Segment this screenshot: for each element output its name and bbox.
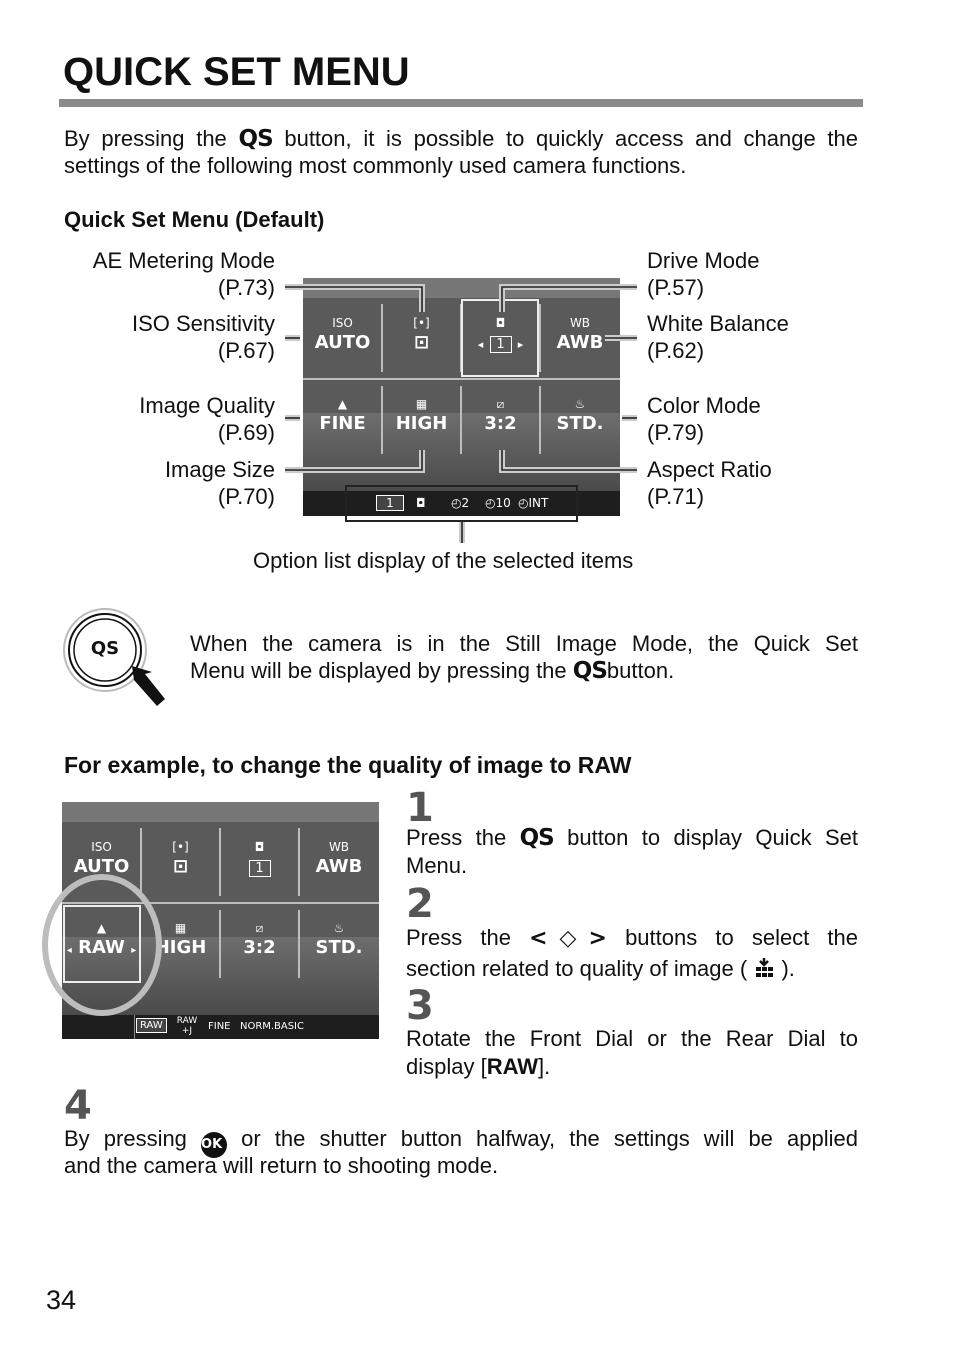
page-title: QUICK SET MENU bbox=[63, 50, 410, 94]
label-page: (P.69) bbox=[217, 420, 275, 445]
left-arrow-icon: ◂ bbox=[477, 338, 484, 351]
qs-button-icon: QS bbox=[238, 126, 273, 152]
qs-note-post: button. bbox=[606, 658, 675, 683]
option-normal[interactable]: NORM. bbox=[240, 1021, 275, 1032]
wb-cell[interactable] bbox=[299, 838, 379, 878]
step-1-pre: Press the bbox=[406, 825, 507, 850]
size-value: HIGH bbox=[395, 413, 448, 434]
step-3-post: ]. bbox=[538, 1054, 551, 1079]
label-name: ISO Sensitivity bbox=[131, 311, 275, 336]
size-value: HIGH bbox=[154, 937, 207, 958]
option-basic[interactable]: BASIC bbox=[274, 1021, 304, 1032]
label-name: Image Quality bbox=[139, 393, 275, 418]
raw-setting-label: RAW bbox=[486, 1054, 539, 1079]
aspect-value: 3:2 bbox=[243, 937, 276, 958]
intro-post: button, it is possible to quickly access and change the bbox=[284, 126, 858, 151]
label-name: Drive Mode bbox=[647, 248, 760, 273]
step-1-line-1 bbox=[406, 824, 858, 852]
aspect-icon: ⧄ bbox=[496, 397, 505, 411]
quality-icon: ▲ bbox=[337, 397, 348, 411]
page-number: 34 bbox=[46, 1285, 77, 1315]
right-arrow-icon: ▸ bbox=[131, 945, 137, 956]
label-page: (P.70) bbox=[217, 484, 275, 509]
drive-icon: ◘ bbox=[254, 840, 265, 854]
qs-note-line-1: When the camera is in the Still Image Mode, the Quick Set bbox=[190, 631, 858, 656]
label-name: Aspect Ratio bbox=[647, 457, 772, 482]
label-name: AE Metering Mode bbox=[92, 248, 275, 273]
intro-line-2: settings of the following most commonly used camera functions. bbox=[64, 153, 687, 178]
arrow-buttons-icon: <◇> bbox=[529, 926, 607, 951]
drive-cell[interactable] bbox=[220, 838, 299, 878]
step-2-line-2 bbox=[406, 955, 858, 982]
aspect-icon: ⧄ bbox=[255, 921, 264, 935]
iso-value: AUTO bbox=[314, 332, 371, 353]
color-mode-value: STD. bbox=[315, 937, 363, 958]
qs-button-illustration bbox=[62, 608, 180, 720]
option-list-caption: Option list display of the selected items bbox=[253, 548, 634, 573]
single-frame-icon: 1 bbox=[249, 860, 271, 877]
option-single-frame[interactable]: 1 bbox=[376, 495, 404, 511]
step-3-line-1: Rotate the Front Dial or the Rear Dial to bbox=[406, 1026, 858, 1051]
ok-button-icon: OK bbox=[201, 1132, 227, 1158]
metering-icon: [•] bbox=[172, 840, 189, 854]
label-name: Color Mode bbox=[647, 393, 761, 418]
right-arrow-icon: ▸ bbox=[517, 338, 524, 351]
option-self-timer-10[interactable]: ◴10 bbox=[485, 496, 511, 510]
option-raw[interactable]: RAW bbox=[136, 1018, 167, 1033]
option-fine[interactable]: FINE bbox=[208, 1021, 231, 1032]
left-arrow-icon: ◂ bbox=[66, 945, 72, 956]
label-name: White Balance bbox=[647, 311, 789, 336]
step-number-3: 3 bbox=[406, 983, 434, 1029]
intro-pre: By pressing the bbox=[64, 126, 227, 151]
iso-value: AUTO bbox=[73, 856, 130, 877]
step-4-pre: By pressing bbox=[64, 1126, 187, 1151]
quality-value: FINE bbox=[319, 413, 366, 434]
single-frame-icon: 1 bbox=[490, 336, 512, 353]
section-heading-raw-example: For example, to change the quality of image to RAW bbox=[64, 752, 632, 778]
qs-note-pre: Menu will be displayed by pressing the bbox=[190, 658, 567, 683]
screen-top-band bbox=[62, 802, 379, 822]
iso-label: ISO bbox=[332, 316, 353, 330]
label-page: (P.73) bbox=[217, 275, 275, 300]
color-mode-icon: ♨ bbox=[333, 921, 345, 935]
metering-value-icon: ⊡ bbox=[172, 856, 189, 877]
wb-label: WB bbox=[569, 316, 591, 330]
metering-value-icon: ⊡ bbox=[413, 332, 430, 353]
label-page: (P.67) bbox=[217, 338, 275, 363]
drive-icon: ◘ bbox=[495, 316, 506, 330]
drive-value bbox=[220, 856, 299, 878]
qs-button-icon: QS bbox=[519, 825, 554, 851]
label-page: (P.57) bbox=[647, 275, 705, 300]
quality-icon: ▲ bbox=[96, 921, 107, 935]
step-4-line-2: and the camera will return to shooting mode. bbox=[64, 1153, 499, 1178]
step-2-line2-text: section related to quality of image ( bbox=[406, 956, 748, 981]
callout-lines bbox=[0, 0, 954, 600]
qs-button-icon: QS bbox=[572, 658, 607, 684]
wb-value: AWB bbox=[556, 332, 604, 353]
quality-raw-value: RAW bbox=[78, 937, 125, 958]
metering-icon: [•] bbox=[413, 316, 430, 330]
label-page: (P.62) bbox=[647, 338, 705, 363]
highlight-circle bbox=[40, 870, 170, 1020]
step-2-line2-end: ). bbox=[781, 956, 795, 981]
iso-label: ISO bbox=[91, 840, 112, 854]
step-2-line-1 bbox=[406, 924, 858, 952]
step-2-pre: Press the bbox=[406, 925, 511, 950]
image-quality-icon bbox=[753, 957, 775, 979]
color-mode-icon: ♨ bbox=[574, 397, 586, 411]
color-mode-value: STD. bbox=[556, 413, 604, 434]
step-3-pre: display [ bbox=[406, 1054, 487, 1079]
option-continuous[interactable]: ◘ bbox=[416, 496, 426, 510]
step-1-post: button to display Quick Set bbox=[567, 825, 858, 850]
step-3-line-2 bbox=[406, 1053, 858, 1080]
step-1-line-2: Menu. bbox=[406, 853, 468, 878]
label-page: (P.79) bbox=[647, 420, 705, 445]
color-cell[interactable] bbox=[299, 919, 379, 959]
label-page: (P.71) bbox=[647, 484, 705, 509]
step-2-post: buttons to select the bbox=[625, 925, 859, 950]
step-number-2: 2 bbox=[406, 881, 434, 927]
step-4-post: or the shutter button halfway, the settings will be applied bbox=[241, 1126, 858, 1151]
wb-label: WB bbox=[328, 840, 350, 854]
qs-button-graphic bbox=[62, 608, 180, 720]
aspect-cell[interactable] bbox=[220, 919, 299, 959]
option-interval[interactable]: ◴INT bbox=[518, 496, 549, 510]
qs-button-label: QS bbox=[90, 638, 120, 659]
section-heading-default: Quick Set Menu (Default) bbox=[64, 207, 325, 232]
label-name: Image Size bbox=[164, 457, 275, 482]
size-icon: ▦ bbox=[174, 921, 187, 935]
wb-value: AWB bbox=[315, 856, 363, 877]
qs-note-line-2 bbox=[190, 657, 858, 685]
option-self-timer-2[interactable]: ◴2 bbox=[451, 496, 470, 510]
step-number-1: 1 bbox=[406, 785, 434, 831]
step-number-4: 4 bbox=[64, 1083, 92, 1129]
size-icon: ▦ bbox=[415, 397, 428, 411]
option-raw-jpeg[interactable]: RAW +J bbox=[176, 1016, 198, 1036]
aspect-value: 3:2 bbox=[484, 413, 517, 434]
